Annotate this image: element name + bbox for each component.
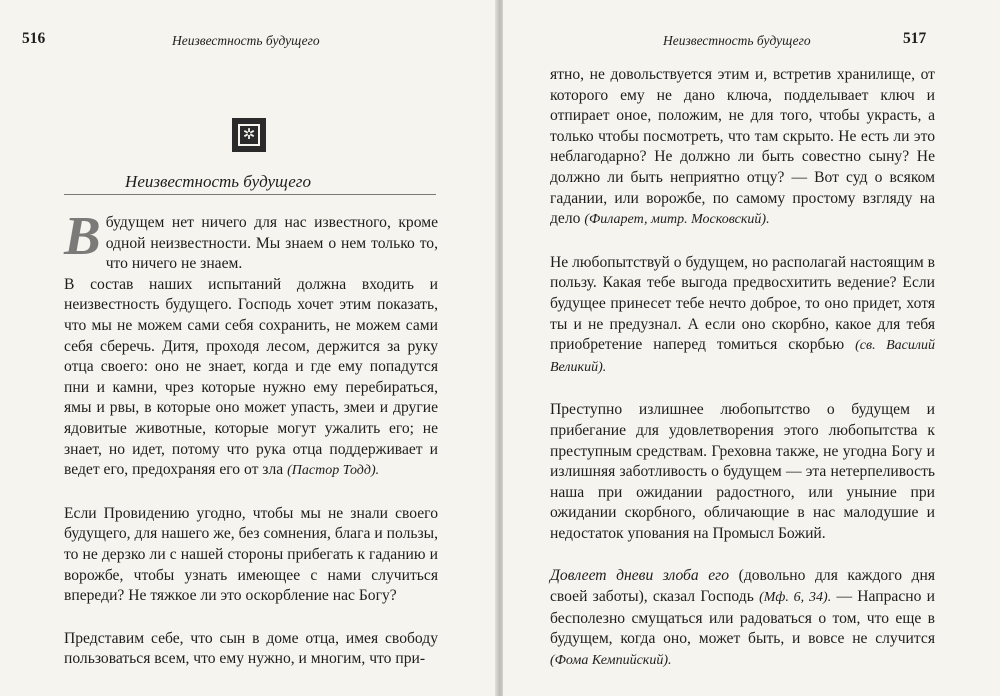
citation: (Филарет, митр. Московский). [584,212,770,228]
scripture-reference: (Мф. 6, 34). [759,590,832,606]
drop-cap: В [64,205,101,266]
paragraph-text: В состав наших испытаний должна входить и неизвестность будущего. Господь хочет этим показать, что мы не можем сами себя сохранить, не можем сами себя сберечь. Дитя, проходя лесом, держится за руку отца своего: оно не знает, когда и где ему попадутся пни и камни, чрез которые нужно ему перебираться, ямы и рвы, в которые оно может упасть, змеи и другие ядовитые животные, которые могут ужалить его; не знает, но идет, потому что рука отца поддерживает и ведет его, предохраняя его от зла [64,275,438,479]
right-page-text [550,65,935,693]
paragraph-text: Не любопытствуй о будущем, но располагай настоящим в пользу. Какая тебе выгода предвосхитить ведение? Если будущее принесет тебе нечто доброе, то оно придет, хотя ты и не предузнал. А если оно скорбно, какое для тебя приобретение наперед томиться скорбью [550,253,935,354]
paragraph [550,400,935,544]
paragraph [64,629,438,670]
ornament-icon [232,118,266,152]
citation: (Пастор Тодд). [287,463,380,479]
paragraph [64,275,438,482]
section-title: Неизвестность будущего [125,172,311,191]
paragraph-text: (довольно для каждого дня своей заботы), сказал Господь [550,567,935,606]
scripture-quote: Довлеет дневи злоба его [550,567,730,585]
paragraph-text: — Напрасно и бесполезно смущаться или радоваться о том, что еще в будущем, когда оно, может быть, и вовсе не случится [550,588,935,648]
page-number-left: 516 [22,30,46,47]
citation: (Фома Кемпийский). [550,652,672,668]
ornament-glyph: ✲ [238,124,260,146]
paragraph-text: Представим себе, что сын в доме отца, имея свободу пользоваться всем, что ему нужно, и многим, что при- [64,629,438,668]
left-page-text [64,205,438,692]
paragraph [550,566,935,671]
paragraph [550,65,935,231]
paragraph-text: будущем нет ничего для нас известного, кроме одной неизвестности. Мы знаем о нем только то, что ничего не знаем. [105,214,438,273]
running-title-left: Неизвестность будущего [172,33,320,48]
paragraph-text: ятно, не довольствуется этим и, встретив хранилище, от которого ему не дано ключа, подделывает ключ и отпирает оное, положим, не для того, чтобы украсть, а только чтобы посмотреть, что там скрыто. Не есть ли это неблагодарно? Не должно ли быть совестно сыну? Не должно ли быть неприятно отцу? — Вот суд о всяком гадании, или ворожбе, по самому простому взгляду на дело [550,66,935,228]
running-title-right: Неизвестность будущего [663,33,811,48]
right-page [503,0,1000,696]
citation: (св. Василий Великий). [550,338,935,375]
page-number-right: 517 [903,30,927,47]
paragraph [550,253,935,379]
paragraph [64,205,438,275]
section-rule [64,194,436,195]
paragraph [64,504,438,607]
paragraph-text: Если Провидению угодно, чтобы мы не знали своего будущего, для нашего же, без сомнения, блага и пользы, то не дерзко ли с нашей стороны прибегать к гаданию и ворожбе, чтобы узнать имеющее с нами случиться впереди? Не тяжкое ли это оскорбление нас Богу? [64,504,438,605]
paragraph-text: Преступно излишнее любопытство о будущем и прибегание для удовлетворения этого любопытства к преступным средствам. Греховна также, не угодна Богу и излишняя заботливость о будущем — эта нетерпеливость наша при ожидании радостного, или уныние при ожидании скорбного, обличающие в нас малодушие и недостаток упования на Промысл Божий. [550,401,935,542]
left-page [0,0,497,696]
